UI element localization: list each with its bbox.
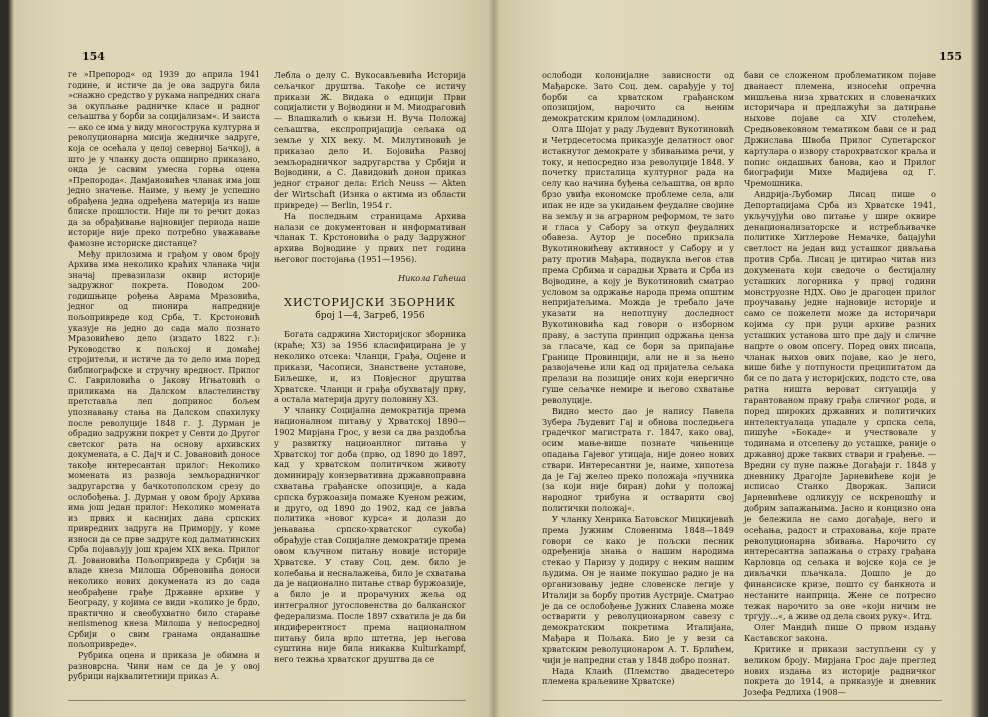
paragraph: ослободи колонијалне зависности од Мађарске. Зато Соц. дем. сарађује у тој борби са хрватском грађанском опозицијом, нарочито са њеним демократским крилом (омладином). <box>542 70 734 124</box>
right-page-column-1 <box>542 70 734 687</box>
paragraph: Критике и прикази заступљени су у великом броју. Мирјана Грос даје преглед нових издања из историје радничког покрета до 1914, а приказује и дневник Јозефа Редлиха (1908— <box>744 643 936 698</box>
paragraph: Олег Мандић пише О првом издању Каставског закона. <box>744 622 936 644</box>
section-issue: број 1—4, Загреб, 1956 <box>315 310 425 321</box>
paragraph: Видно место дао је напису Павела Зубера Људевит Гај и обнова последњега градечког магистрата г. 1847, како овај, осим мање-више пoзнате чињенице опадања Гајевог утицаја, није донео нових ствари. Интересантни је, наиме, хипотеза да је Гај желео преко положаја »пучника (за који није биран) доћи у положај народног трибуна и остварити свој политички положај«. <box>542 405 734 514</box>
left-page <box>14 0 490 717</box>
page-bottom-edge-right <box>542 700 942 701</box>
paragraph: Лебла о делу С. Вукосављевића Историја сељачког друштва. Такође се истичу прикази Ж. Видака о едицији Први социјалисти у Војводини и М. Миодраговић — Влашкалић о књизи Н. Вуча Положај сељаштва, експропријација сељака од земље у XIX веку. М. Милутиновић је приказао дело И. Бојовића Развој земљорадничког задругарства у Србији и Војводини, а С. Давидовић донои приказ једног страног дела: Erich Neuss — Akten der Wirtschaft (Изнка о актима из области привреде) — Berlin, 1954 г. <box>274 70 466 210</box>
paragraph: Андрија-Љубомир Лисац пише о Депортацијама Срба из Хрватске 1941, укључујући ово питање у шире оквире денационализаторске и истребљивачке политике Хитлерове Немачке, бацајући светлост на један вид усташког дивљања против Срба. Лисац је цитирао читав низ докумената који сведоче о бестијалну усташких логорника у првој години монструозне НДХ. Ово је драгоцен прилог проучавању једне најновије историје и само се пожелети може да историчари којима су при руци архиве разних усташких установа што пре дају и сличне нацрте о овом опсегу. Поред ових писаца, чланак њихов ових појаве, као је него, више биће у потпуности преципитатом да би се пo дата у историјских, подсто сте, ова ратна ништа вероват ситуација у гарантованом праву грађа сличног рода, и поред широких државних и политичких интелектуалаца упадале у српска села, пишуће »Бокаде« и учествовале у тодинама и отселењу до усташке, раније о државној држе таквих ствари и грађење. — Вредни су пуне пажње Догађаји г. 1848 у дневнику Драгојле Јарневићеве који је исписао Станко Дворжак. Записи Јарневићеве одликују се искреношћу и добрим запажањима. Јасно и концизно она је бележила не само догађаје, него и осећања, радост и страховања, које прате револуционарна збивања. Нарочито су интересантна запажања о страху грађана Карловца од сељака и војске која се је дивљачки пљачкала. Дошло је до финансиске кризе, пошто су банкнота и нестаните наиприца. Жене се потресно тежак нарочито за оне »који ничим не тргују...«, а живе од дела своих руку«. Итд. <box>744 189 936 622</box>
paragraph: У чланку Социјална демократија према националном питању у Хрватској 1890—1902 Мирјана Грос, у вези са два раздобља у развитку нациоанлног питања у Хрватској тог доба (прво, од 1890 до 1897, кад у хрватском политичком животу доминирају конзервативна државноправна схватања грађанске опозиције, а када српска буржоазија помаже Куеном режим, и друго, од 1890 до 1902, кад се јавља политика »новог курса« и долази до јењавања српско-хрватског сукоба) обрађује став Социјалне демократије према овом кључном питању новије историје Хрватске. У ставу Соц. дем. било је колебања и несналажења, било је схватања да је национално питање ствар буржоазије, а било је и прорачуних жеља од интегралног југословенства до балканског федерализма. После 1897 схватила је да би индиферентност према националном питању била врло штетна, јер његова суштина није била никаква Kulturkampf, него тежња хрватског друштва да се <box>274 405 466 665</box>
review-signature: Никола Гаћеша <box>398 272 466 283</box>
page-number-right: 155 <box>939 50 962 63</box>
left-page-column-1 <box>68 70 260 683</box>
paragraph: У чланку Хенрика Батовског Мицкијевић према Јужним Словенима 1848—1849 говори се како је пољски песник одређенија знања о нашим народима стекао у Паризу у додиру с неким нашим људима. Он је наиме покушао радио је на организовању једне словенске легије у Италији за борбу против Аустрије. Сматрао је да се ослобођење Јужних Славена може остварити у револуционарном савезу с демократским покретима Италијана, Мађара и Пољака. Био је у вези са хрватским револуционаром А. Т. Брлићем, чији је напредни став у 1848 добро познат. <box>542 513 734 665</box>
paragraph: ге »Препород« од 1939 до априла 1941 године, и истиче да је ова задруга била »снажно средство у рукама напредних снага за окупљање радничке класе и радног сељаштва у борби за социјализам«. И заиста — ако се има у виду многострука културна и револуционарна мисија жедничке задруге, која се осећала у целој северној Бачкој), а што је у чланку доста опширно приказано, онда је сасвим умесна горња оцена »Препорода«. Дамјановићев чланак има још једно значење. Наиме, у њему је успешно обрађена једна одређена материја из наше блиске прошлости. Није ли то речит доказ да за обрађивање најновијег периода наше историје није преко потребно уважавање фамозне историске дистанце? <box>68 70 260 248</box>
page-number-left: 154 <box>82 50 105 63</box>
section-title: ХИСТОРИЈСКИ ЗБОРНИК <box>284 295 456 309</box>
paragraph: Нада Клаић (Племство двадесетеро племена краљевине Хрватске) <box>542 665 734 687</box>
left-page-column-2 <box>274 70 466 665</box>
right-page-column-2 <box>744 70 936 698</box>
right-page <box>500 0 970 717</box>
paragraph: На последњим страницама Архива налази се документован и информативан чланак Т. Крстоновића о раду Задружног архива Војводине у првих пет година његовог постојања (1951—1956). <box>274 210 466 265</box>
page-bottom-edge-left <box>68 700 466 701</box>
paragraph: Међу прилозима и грађом у овом броју Архива има неколико краћих чланака чији значај превазилази оквир историје задружног покрета. Поводом 200-годишњице рођења Аврама Мразовића, једног од пионира напредније пољопривреде код Срба, Т. Крстоновић указује на једно до сада мало познато Мразовићево дело (издато 1822 г.): Руководство к пољској и домаћеј стројитељи, и истиче да то дело има поред библиографске и стручну вредност. Прилог С. Гавриловића о Јакову Игњатовић о приликама на Далском властелинству претставља леп допринос бољем упознавању стања на Далском спахилуку после револуције 1848 г. Ј. Дурман је обрадио задружни покрет у Сенти до Другог светског рата на основу архивских докумената, а С. Дајч и С. Јовановић доносе такође интересантан прилог: Неколико момената из развоја земљорадничког задругарства у бачкотополском срезу до ослобођења. Ј. Дурман у овом броју Архива има још један прилог: Неколико момената из првих и каснијих дана српских привредних задруга на Приморју, у коме износи да се прве задруге код далматинских Срба појављују још крајем XIX века. Прилог Д. Јовановића Пољопривреда у Србији за владе кнеза Милоша Обреновића доноси неколико нових докумената из до сада необрађене грађе Државне архиве у Београду, у којима се види »колико је брдо, практично и свеобухватно било старање непismenog кнеза Милоша у непосредној Србији о свим гранама онданашње пољопривреде«. <box>68 249 260 650</box>
paragraph: Олга Шојат у раду Људевит Вукотиновић и Четрдесетосма приказује делатност овог истакнутог демократе у збивањима речи, у току, и непосредно иза револуције 1848. У почетку присталица културног рада на селу као начина буђења сељаштва, он врло брзо увиђа економске проблеме села, али ипак не иде за укидањем феудалне својине на земљу и за аграрном реформом, те зато и гласа у Сабору за откуп феудалних обавеза. Аутор је посебно прикзала Вукотиновићеву активност у Сабору и у рату против Мађара, подвукла његов став према Србима и сарадњи Хрвата и Срба из Војводине, а коју је Вукотиновић сматрао условом за одржање нарoда према општим непријатељима. Можда је требало јаче указати на непотпуну доследност Вукотиновића кад говори о изборном праву, а заступа принцип одржања цензa за гласаче, кад се бори за припајање Границе Провинцији, али не и за њено развојачење или кад од пријатеља сељака прелази на позиције оних који енергично гуше сељачке немире и његово схватање револуције. <box>542 124 734 405</box>
paragraph: бави се сложеном проблематиком појаве дванаест племена, износећи опречна мишљења низа хрватских и словеначких историчара и предлажући за датирање ныхове појаве са XIV столећем, Средњовековном тематиком бави се и рад Држислава Швоба Прилог Супетарског картулара о извору старохрватског краља и попис ондашњих банова, као и Прилог биографији Михе Мадијева од Г. Чремошника. <box>744 70 936 189</box>
paragraph: Богата садржина Хисторијског зборника (краће; ХЗ) за 1956 класифицирана је у неколико отсека: Чланци, Грађа, Оцјене и прикази, Часописи, Знанствене установе, Биљешке, и, из Повјесног друштва Хрватске. Чланци и грађа обухватају прву, а остала материја другу половину ХЗ. <box>274 329 466 405</box>
paragraph: Рубрика оцена и приказа је обимна и разноврсна. Чини нам се да је у овој рубрици најквалитетнији приказ А. <box>68 650 260 682</box>
